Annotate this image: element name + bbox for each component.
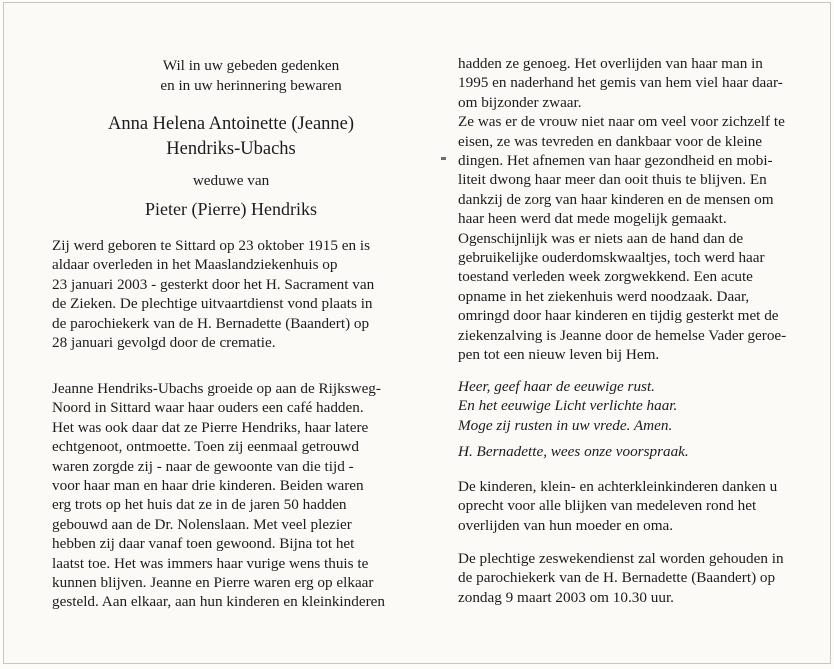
text-line: De kinderen, klein- en achterkleinkinderen danken u — [458, 478, 778, 495]
life-story-continued — [458, 54, 814, 365]
service-announcement — [458, 549, 814, 607]
intro-line: en in uw herinnering bewaren — [160, 77, 342, 94]
text-line: pen tot een nieuw leven bij Hem. — [458, 346, 660, 364]
text-line: waren zorgde zij - naar de gewoonte van die tijd - — [52, 457, 354, 475]
thanks-paragraph — [458, 477, 814, 535]
text-line: laatst toe. Het was immers haar vurige wens thuis te — [52, 554, 369, 572]
text-line: haar heen werd dat mede mogelijk gemaakt. — [458, 210, 727, 228]
life-story-paragraph — [52, 379, 410, 612]
intro-text — [92, 56, 410, 96]
invocation: H. Bernadette, wees onze voorspraak. — [458, 443, 689, 460]
text-line: de parochiekerk van de H. Bernadette (Baandert) op — [458, 569, 776, 587]
text-line: De plechtige zeswekendienst zal worden gehouden in — [458, 550, 784, 567]
text-line: eisen, ze was tevreden en dankbaar voor de kleine — [458, 132, 763, 150]
text-line: Jeanne Hendriks-Ubachs groeide op aan de Rijksweg- — [52, 380, 381, 397]
prayer-line: En het eeuwige Licht verlichte haar. — [458, 397, 678, 415]
text-line: voor haar man en haar drie kinderen. Beiden waren — [52, 477, 364, 495]
text-line: omringd door haar kinderen en tijdig gesterkt met de — [458, 307, 779, 325]
text-line: aldaar overleden in het Maaslandziekenhuis op — [52, 256, 338, 274]
widow-label: weduwe van — [192, 172, 270, 189]
text-line: echtgenoot, ontmoette. Toen zij eenmaal getrouwd — [52, 438, 359, 456]
text-line: dingen. Het afnemen van haar gezondheid en mobi- — [458, 152, 773, 170]
prayer — [458, 377, 814, 435]
text-line: 1995 en naderhand het gemis van hem viel haar daar- — [458, 74, 783, 92]
deceased-name: Anna Helena Antoinette (Jeanne) — [107, 114, 355, 134]
text-line: ziekenzalving is Jeanne door de hemelse Vader geroe- — [458, 326, 787, 344]
text-line: opname in het ziekenhuis werd noodzaak. Daar, — [458, 287, 750, 305]
prayer-line: Moge zij rusten in uw vrede. Amen. — [458, 416, 673, 434]
prayer-line: Heer, geef haar de eeuwige rust. — [458, 378, 655, 395]
text-line: kunnen blijven. Jeanne en Pierre waren erg op elkaar — [52, 574, 374, 592]
text-line: gebruikelijke ouderdomskwaaltjes, toch werd haar — [458, 249, 765, 267]
text-line: Het was ook daar dat ze Pierre Hendriks, haar latere — [52, 418, 369, 436]
text-line: hadden ze genoeg. Het overlijden van haar man in — [458, 55, 763, 72]
text-line: Ze was er de vrouw niet naar om veel voor zichzelf te — [458, 113, 785, 131]
text-line: 23 januari 2003 - gesterkt door het H. Sacrament van — [52, 275, 375, 293]
text-line: oprecht voor alle blijken van medeleven rond het — [458, 497, 757, 515]
text-line: zondag 9 maart 2003 om 10.30 uur. — [458, 588, 674, 606]
memorial-card — [3, 2, 831, 664]
text-line: overlijden van hun moeder en oma. — [458, 516, 674, 534]
text-line: Ogenschijnlijk was er niets aan de hand dan de — [458, 229, 744, 247]
text-line: gesteld. Aan elkaar, aan hun kinderen en kleinkinderen — [52, 593, 385, 611]
text-line: de parochiekerk van de H. Bernadette (Baandert) op — [52, 314, 370, 332]
husband-name: Pieter (Pierre) Hendriks — [145, 199, 317, 219]
print-speck — [441, 157, 446, 160]
text-line: om bijzonder zwaar. — [458, 93, 582, 111]
deceased-surname: Hendriks-Ubachs — [166, 139, 296, 159]
text-line: toestand verleden week zorgwekkend. Een acute — [458, 268, 753, 286]
text-line: dankzij de zorg van haar kinderen en de mensen om — [458, 190, 774, 208]
text-line: 28 januari gevolgd door de crematie. — [52, 334, 276, 352]
biography-paragraph — [52, 236, 410, 352]
text-line: Noord in Sittard waar haar ouders een café hadden. — [52, 399, 364, 417]
text-line: erg trots op het huis dat ze in de jaren 50 hadden — [52, 496, 347, 514]
text-line: liteit dwong haar meer dan ooit thuis te blijven. En — [458, 171, 767, 189]
text-line: gebouwd aan de Dr. Nolenslaan. Met veel plezier — [52, 515, 352, 533]
intro-line: Wil in uw gebeden gedenken — [162, 57, 340, 74]
text-line: Zij werd geboren te Sittard op 23 oktober 1915 en is — [52, 237, 371, 254]
text-line: de Zieken. De plechtige uitvaartdienst vond plaats in — [52, 295, 373, 313]
text-line: hebben zij daar vanaf toen gewoond. Bijna tot het — [52, 535, 355, 553]
